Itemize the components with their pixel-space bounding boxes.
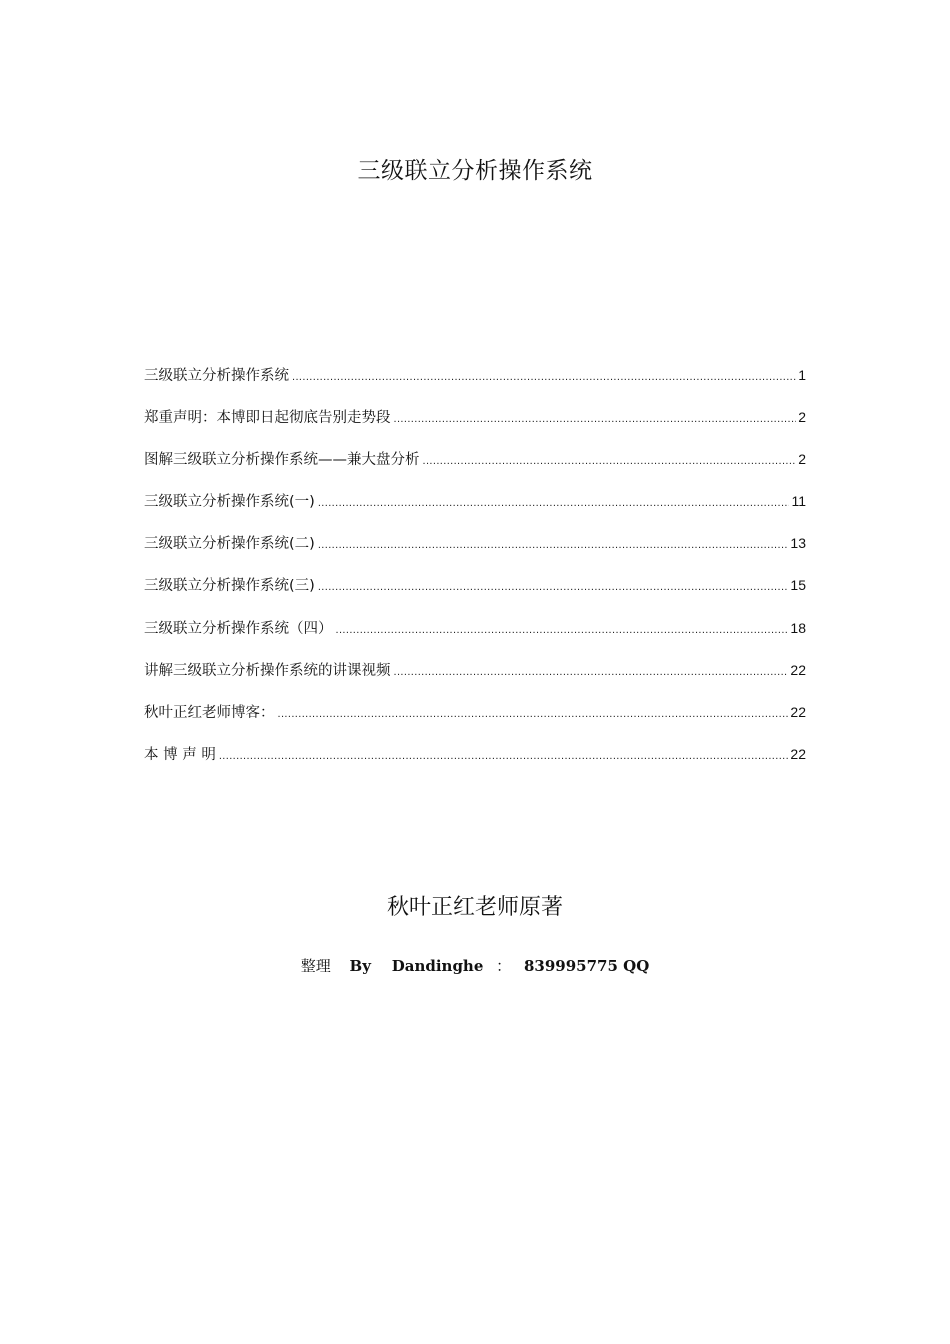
toc-leader-dots — [394, 413, 797, 425]
compiler-line — [0, 955, 950, 976]
toc-entry-page: 22 — [790, 661, 806, 678]
toc-leader-dots — [219, 750, 789, 762]
toc-entry-label: 秋叶正红老师博客： — [144, 704, 275, 721]
compiler-name: Dandinghe — [391, 957, 484, 975]
toc-entry[interactable] — [144, 406, 806, 448]
table-of-contents — [144, 364, 806, 785]
toc-leader-dots — [318, 497, 790, 509]
toc-entry[interactable] — [144, 617, 806, 659]
toc-entry-label: 三级联立分析操作系统(三) — [144, 578, 315, 595]
toc-entry[interactable] — [144, 743, 806, 785]
toc-entry-page: 11 — [791, 493, 806, 510]
toc-entry[interactable] — [144, 448, 806, 490]
toc-entry-label: 三级联立分析操作系统(二) — [144, 536, 315, 553]
compiler-by: By — [349, 957, 371, 975]
toc-entry-page: 18 — [790, 619, 806, 636]
toc-entry-label: 三级联立分析操作系统（四） — [144, 620, 333, 637]
toc-entry[interactable] — [144, 574, 806, 616]
toc-entry-page: 2 — [798, 451, 806, 468]
toc-leader-dots — [318, 581, 789, 593]
toc-entry-label: 三级联立分析操作系统 — [144, 368, 289, 384]
author-line: 秋叶正红老师原著 — [386, 895, 563, 920]
toc-entry-page: 15 — [790, 577, 806, 594]
toc-entry-page: 1 — [798, 367, 806, 383]
toc-entry-label: 讲解三级联立分析操作系统的讲课视频 — [144, 662, 391, 679]
toc-entry[interactable] — [144, 364, 806, 406]
compiler-contact: 839995775 QQ — [523, 957, 650, 975]
toc-entry-page: 22 — [790, 703, 806, 720]
toc-entry-label: 郑重声明：本博即日起彻底告别走势段 — [144, 410, 391, 427]
toc-entry[interactable] — [144, 532, 806, 574]
toc-leader-dots — [292, 371, 796, 383]
compiler-prefix: 整理 — [300, 957, 331, 975]
toc-leader-dots — [318, 539, 789, 551]
toc-entry-label: 图解三级联立分析操作系统——兼大盘分析 — [144, 452, 420, 469]
toc-entry[interactable] — [144, 659, 806, 701]
toc-leader-dots — [336, 624, 789, 636]
document-title: 三级联立分析操作系统 — [357, 158, 593, 184]
compiler-separator: ： — [496, 957, 512, 975]
toc-entry-page: 13 — [790, 535, 806, 552]
toc-entry[interactable] — [144, 701, 806, 743]
toc-leader-dots — [423, 455, 797, 467]
toc-leader-dots — [278, 708, 789, 720]
toc-entry[interactable] — [144, 490, 806, 532]
toc-entry-label: 三级联立分析操作系统(一) — [144, 494, 315, 511]
toc-entry-page: 2 — [798, 409, 806, 426]
toc-leader-dots — [394, 666, 789, 678]
toc-entry-page: 22 — [790, 745, 806, 762]
toc-entry-label: 本 博 声 明 — [144, 746, 216, 763]
